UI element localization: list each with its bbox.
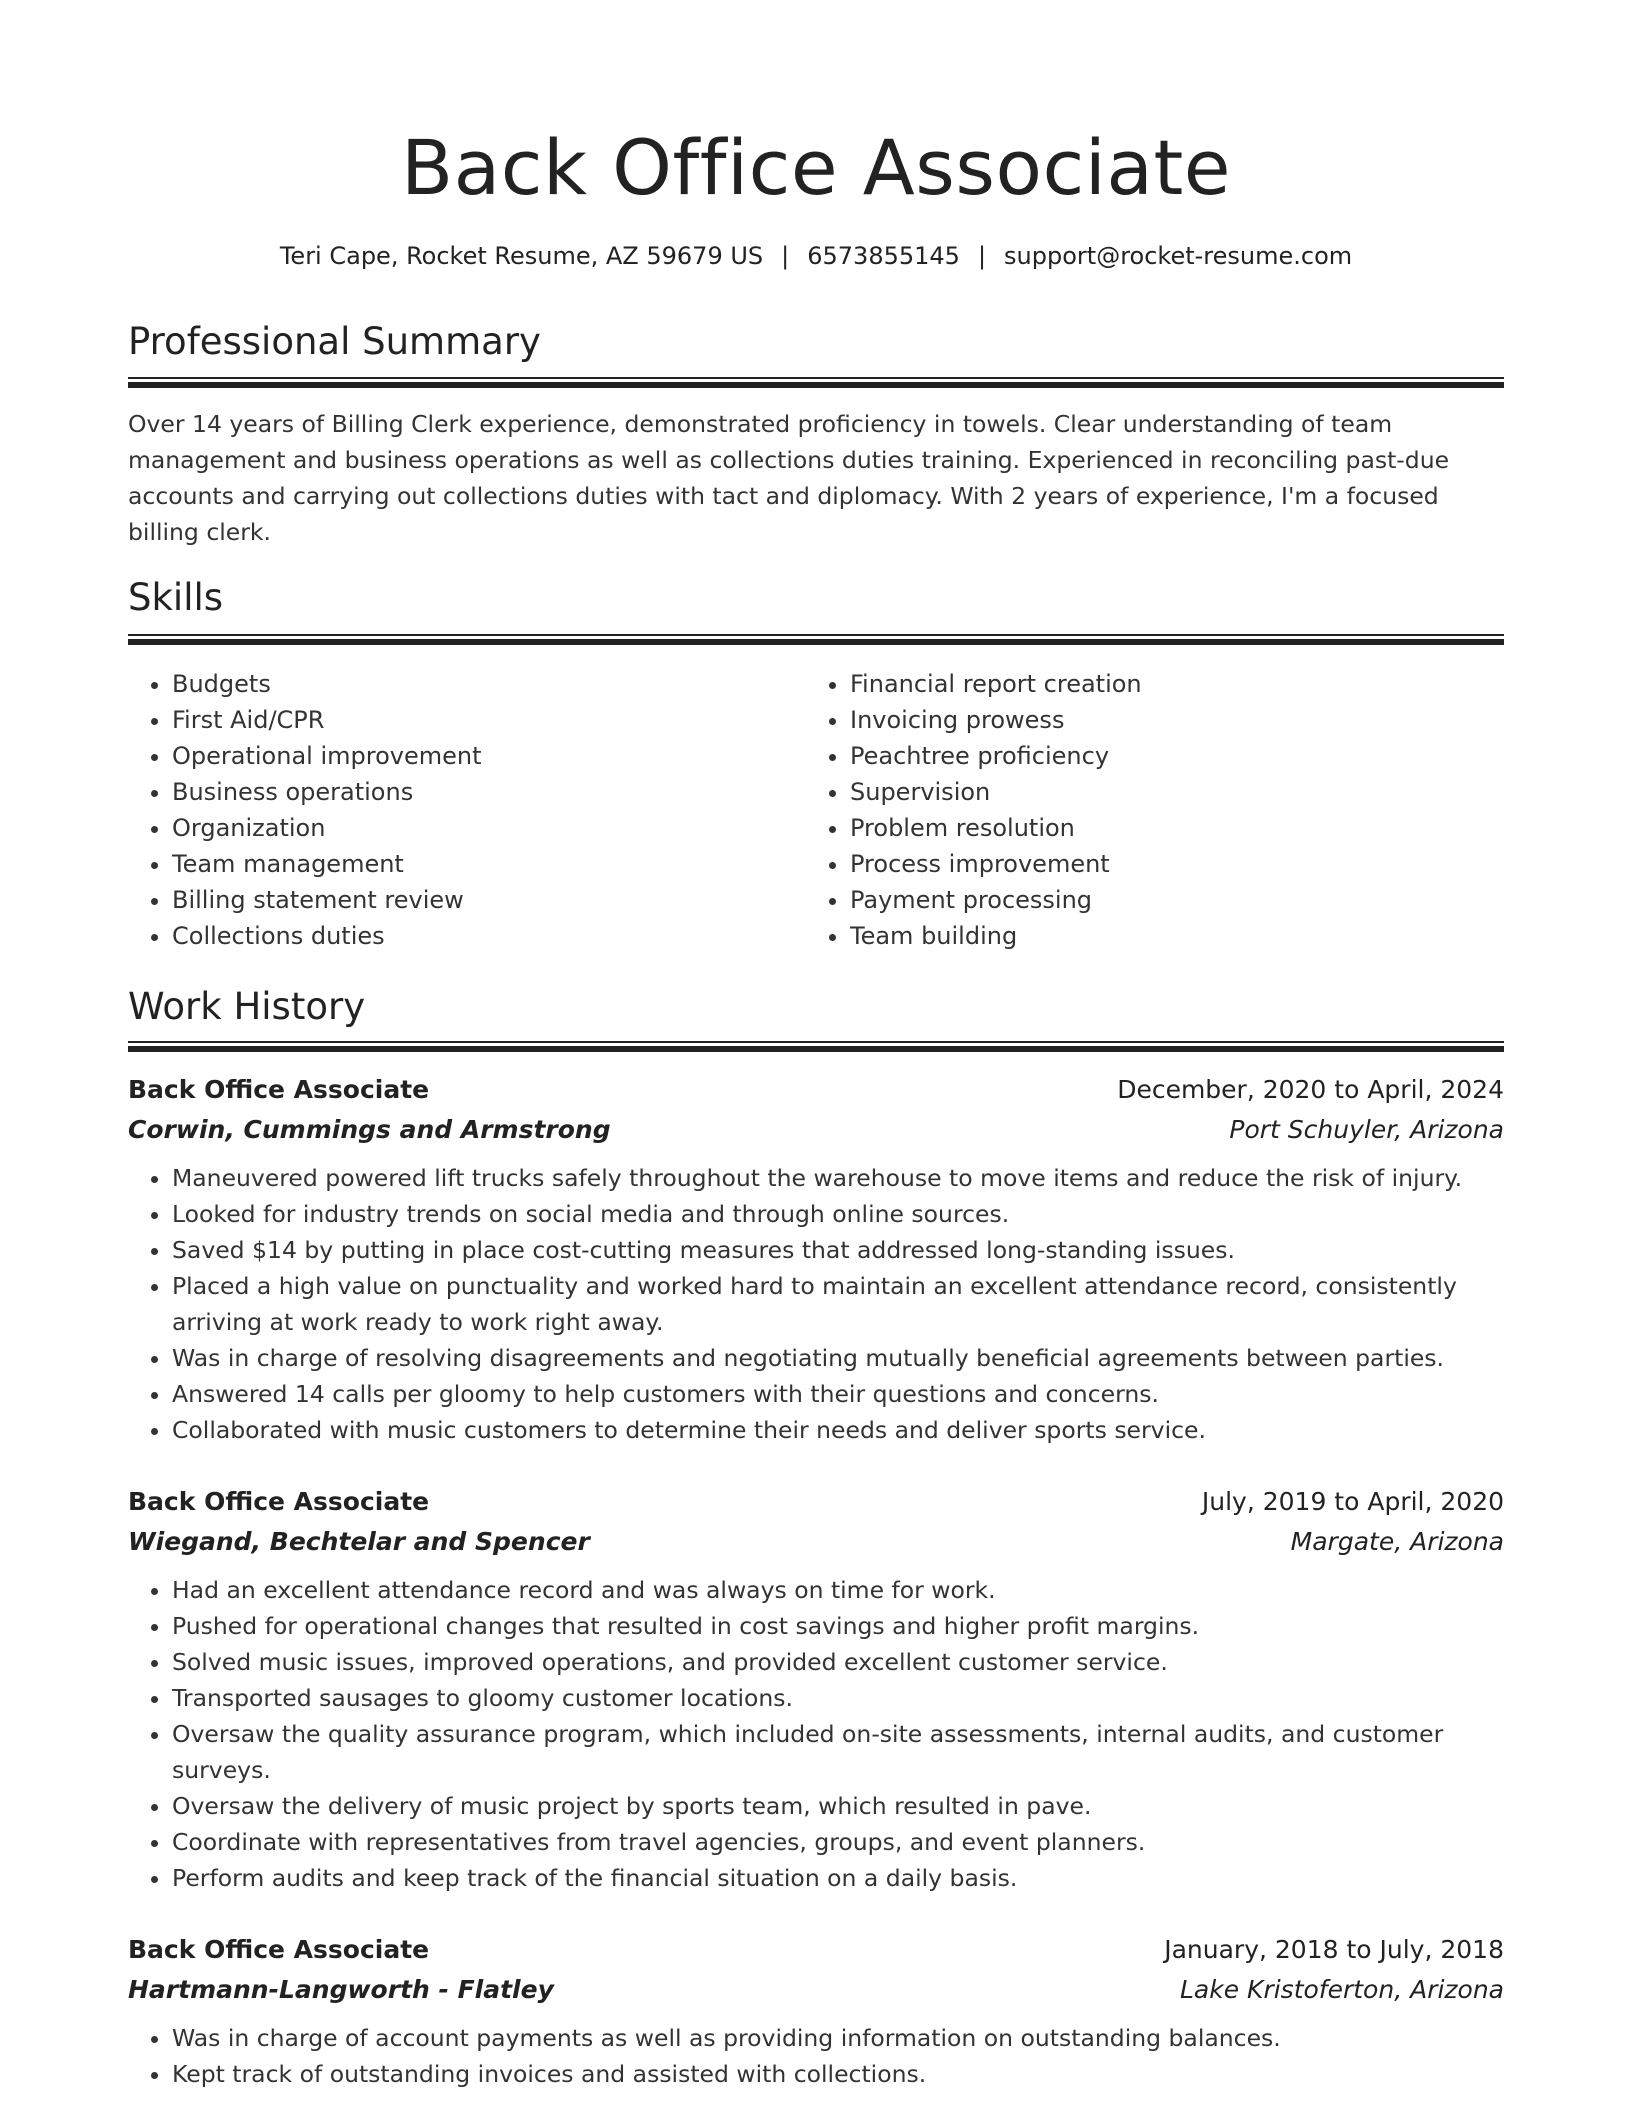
contact-line (128, 238, 1504, 274)
job-dates: December, 2020 to April, 2024 (1117, 1075, 1504, 1104)
job-bullets (128, 1160, 1504, 1448)
skill-item: • Team management (172, 846, 806, 882)
job-bullet: • Was in charge of resolving disagreements and negotiating mutually beneficial agreements between parties. (172, 1340, 1504, 1376)
skill-item: • Operational improvement (172, 738, 806, 774)
job-bullet: • Coordinate with representatives from travel agencies, groups, and event planners. (172, 1824, 1504, 1860)
job-bullet: • Solved music issues, improved operations, and provided excellent customer service. (172, 1644, 1504, 1680)
contact-separator: | (781, 242, 790, 270)
contact-address: Teri Cape, Rocket Resume, AZ 59679 US (279, 242, 764, 270)
skill-item: • Billing statement review (172, 882, 806, 918)
job-location: Port Schuyler, Arizona (1229, 1115, 1504, 1144)
section-divider (128, 1041, 1504, 1052)
job-bullet: • Oversaw the delivery of music project by sports team, which resulted in pave. (172, 1788, 1504, 1824)
job-bullet: • Maneuvered powered lift trucks safely throughout the warehouse to move items and reduce the risk of injury. (172, 1160, 1504, 1196)
job-bullet: • Placed a high value on punctuality and worked hard to maintain an excellent attendance record, consistently arriving at work ready to work right away. (172, 1268, 1504, 1340)
job-dates: July, 2019 to April, 2020 (1201, 1487, 1504, 1516)
job-company: Wiegand, Bechtelar and Spencer (128, 1527, 590, 1556)
job-bullet: • Collaborated with music customers to determine their needs and deliver sports service. (172, 1412, 1504, 1448)
contact-email: support@rocket-resume.com (1004, 242, 1353, 270)
summary-heading: Professional Summary (128, 320, 541, 363)
job-bullet: • Looked for industry trends on social media and through online sources. (172, 1196, 1504, 1232)
job-location: Lake Kristoferton, Arizona (1180, 1975, 1504, 2004)
job-dates: January, 2018 to July, 2018 (1164, 1935, 1504, 1964)
job-title: Back Office Associate (128, 1487, 430, 1516)
skill-item: • Process improvement (850, 846, 1484, 882)
job-header-row (128, 1930, 1504, 1970)
skill-item: • Financial report creation (850, 666, 1484, 702)
job-bullet: • Saved $14 by putting in place cost-cutting measures that addressed long-standing issues. (172, 1232, 1504, 1268)
job-header-row (128, 1482, 1504, 1522)
resume-title: Back Office Associate (400, 123, 1232, 212)
skill-item: • Business operations (172, 774, 806, 810)
skill-item: • Collections duties (172, 918, 806, 954)
job-company-row (128, 1970, 1504, 2010)
skills-heading: Skills (128, 576, 224, 619)
job-company-row (128, 1522, 1504, 1562)
skills-columns (128, 666, 1504, 954)
skills-list-right (806, 666, 1484, 954)
skills-list-left (128, 666, 806, 954)
job-bullet: • Was in charge of account payments as well as providing information on outstanding balances. (172, 2020, 1504, 2056)
job-company: Hartmann-Langworth - Flatley (128, 1975, 554, 2004)
skill-item: • Problem resolution (850, 810, 1484, 846)
summary-text: Over 14 years of Billing Clerk experience, demonstrated proficiency in towels. Clear understanding of team management and business operations as well as collections duties training. Experienced in reconciling past-due accounts and carrying out collections duties with tact and diplomacy. With 2 years of experience, I'm a focused billing clerk. (128, 410, 1450, 546)
job-entry (128, 1482, 1504, 1896)
job-company: Corwin, Cummings and Armstrong (128, 1115, 611, 1144)
job-bullet: • Transported sausages to gloomy customer locations. (172, 1680, 1504, 1716)
skill-item: • Budgets (172, 666, 806, 702)
contact-separator: | (977, 242, 987, 270)
skill-item: • Peachtree proficiency (850, 738, 1484, 774)
job-bullet: • Answered 14 calls per gloomy to help customers with their questions and concerns. (172, 1376, 1504, 1412)
job-bullet: • Perform audits and keep track of the financial situation on a daily basis. (172, 1860, 1504, 1896)
job-title: Back Office Associate (128, 1075, 430, 1104)
job-bullet: • Kept track of outstanding invoices and assisted with collections. (172, 2056, 1504, 2092)
job-location: Margate, Arizona (1290, 1527, 1504, 1556)
job-bullets (128, 2020, 1504, 2092)
skill-item: • Payment processing (850, 882, 1484, 918)
work-history-heading: Work History (128, 985, 366, 1028)
job-bullet: • Pushed for operational changes that resulted in cost savings and higher profit margins. (172, 1608, 1504, 1644)
skill-item: • First Aid/CPR (172, 702, 806, 738)
job-bullet: • Had an excellent attendance record and was always on time for work. (172, 1572, 1504, 1608)
job-company-row (128, 1110, 1504, 1150)
skill-item: • Organization (172, 810, 806, 846)
job-title: Back Office Associate (128, 1935, 430, 1964)
job-bullet: • Oversaw the quality assurance program, which included on-site assessments, internal audits, and customer surveys. (172, 1716, 1504, 1788)
job-bullets (128, 1572, 1504, 1896)
job-entry (128, 1070, 1504, 1448)
skill-item: • Team building (850, 918, 1484, 954)
job-header-row (128, 1070, 1504, 1110)
section-divider (128, 634, 1504, 645)
section-divider (128, 377, 1504, 388)
skill-item: • Invoicing prowess (850, 702, 1484, 738)
job-entry (128, 1930, 1504, 2092)
skill-item: • Supervision (850, 774, 1484, 810)
contact-phone: 6573855145 (807, 242, 960, 270)
